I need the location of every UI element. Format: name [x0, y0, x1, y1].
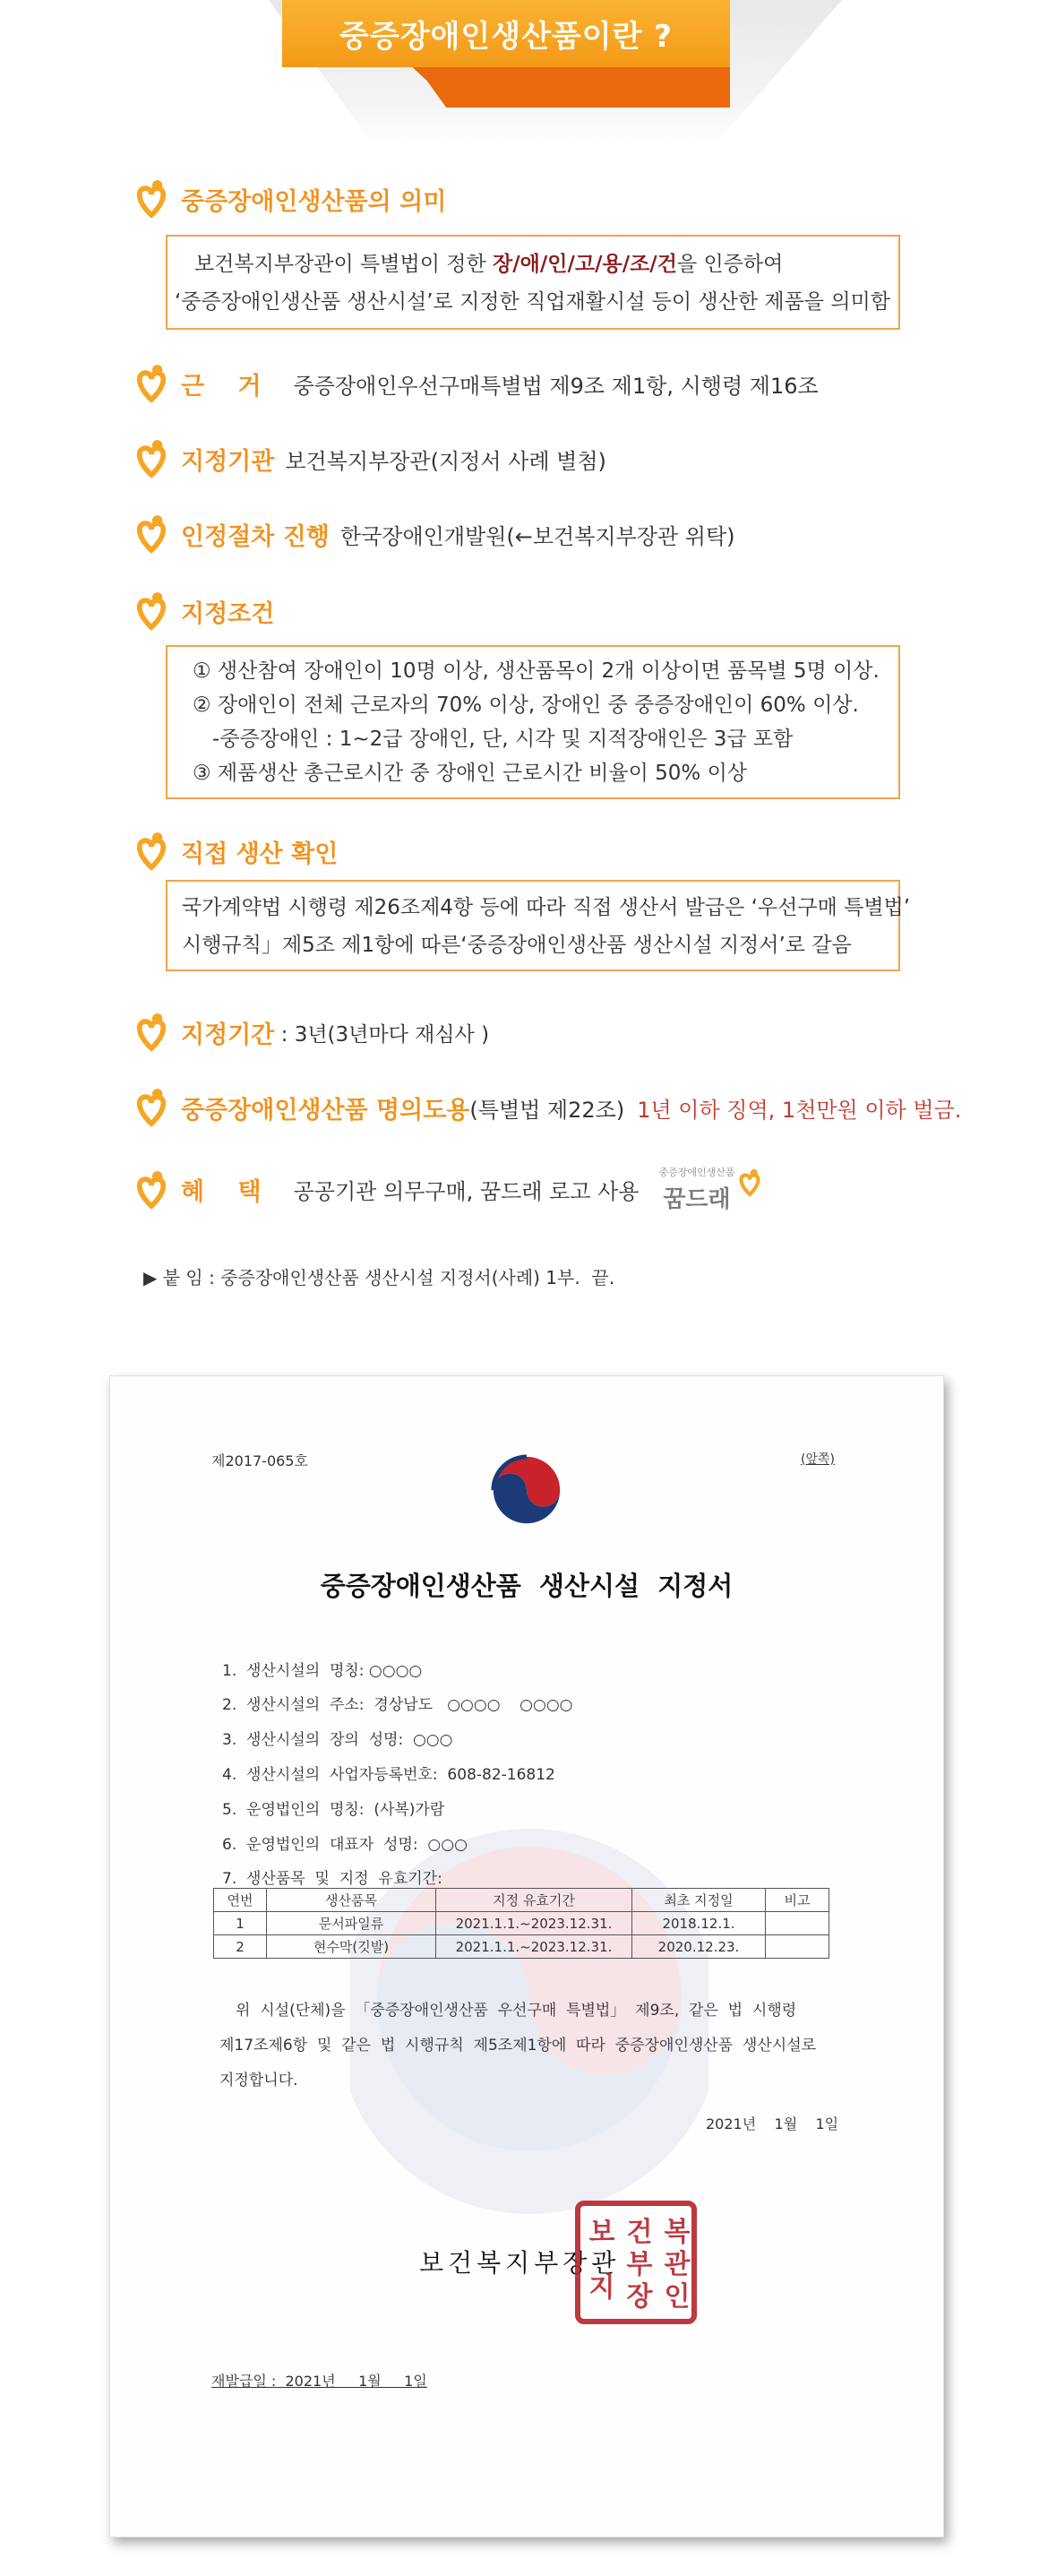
conditions-box [166, 645, 900, 799]
table-cell: 문서파일류 [267, 1912, 436, 1935]
section-basis [134, 362, 819, 405]
section-misuse [134, 1086, 961, 1129]
kkumdeurae-logo [658, 1165, 761, 1214]
section-direct-heading [134, 830, 338, 873]
table-cell [766, 1912, 829, 1935]
copy-label: (앞쪽) [801, 1452, 835, 1467]
reissue-date: 재발급일 : 2021년 1월 1일 [211, 2373, 427, 2390]
table-header: 지정 유효기간 [436, 1889, 632, 1912]
table-row [214, 1935, 829, 1959]
section-benefit [134, 1165, 762, 1214]
certificate-document [109, 1375, 944, 2537]
heart-person-icon [134, 830, 168, 873]
certificate-item: 4. 생산시설의 사업자등록번호: 608-82-16812 [222, 1766, 555, 1784]
section-procedure [134, 513, 735, 556]
table-cell: 2021.1.1.~2023.12.31. [436, 1912, 632, 1935]
table-cell: 2020.12.23. [632, 1935, 766, 1959]
section-title: 중증장애인생산품 명의도용 [181, 1096, 470, 1124]
section-title: 지정기관 [181, 447, 275, 476]
direct-line: 시행규칙」제5조 제1항에 따른‘중증장애인생산품 생산시설 지정서’로 갈음 [182, 934, 852, 957]
heart-logo-icon [737, 1167, 762, 1198]
meaning-box [166, 235, 900, 330]
heart-person-icon [134, 437, 168, 480]
heart-person-icon [134, 590, 168, 633]
heart-person-icon [134, 513, 168, 556]
table-header: 비고 [766, 1889, 829, 1912]
basis-text: 중증장애인우선구매특별법 제9조 제1항, 시행령 제16조 [293, 373, 819, 399]
section-conditions-heading [134, 590, 274, 633]
certificate-item: 2. 생산시설의 주소: 경상남도 ○○○○ ○○○○ [222, 1696, 573, 1714]
table-header: 최초 지정일 [632, 1889, 766, 1912]
banner-ribbon [408, 63, 730, 108]
table-cell: 현수막(깃발) [267, 1935, 436, 1959]
section-title: 혜 택 [181, 1178, 274, 1206]
section-agency [134, 437, 606, 480]
period-text: : 3년(3년마다 재심사 ) [274, 1022, 490, 1047]
heart-person-icon [134, 1168, 168, 1211]
section-meaning-heading [134, 177, 446, 220]
meaning-emphasis: 장/애/인/고/용/조/건 [493, 253, 677, 276]
certificate-item: 5. 운영법인의 명칭: (사복)가람 [222, 1801, 445, 1819]
heart-person-icon [134, 1011, 168, 1054]
direct-line: 국가계약법 시행령 제26조제4항 등에 따라 직접 생산서 발급은 ‘우선구매 특별법’ [182, 896, 911, 919]
table-header: 연번 [214, 1889, 267, 1912]
direct-box [166, 880, 911, 971]
certificate-title: 중증장애인생산품 생산시설 지정서 [320, 1571, 734, 1601]
certificate-body: 제17조제6항 및 같은 법 시행규칙 제5조제1항에 따라 중증장애인생산품 생산시설로 [219, 2037, 817, 2055]
official-seal: 보 건 복 지 부 장 관 인 [575, 2201, 697, 2324]
certificate-item: 3. 생산시설의 장의 성명: ○○○ [222, 1731, 453, 1749]
table-row [214, 1912, 829, 1935]
table-cell [766, 1935, 829, 1959]
logo-caption: 중증장애인생산품 [658, 1167, 735, 1178]
table-cell: 2021.1.1.~2023.12.31. [436, 1935, 632, 1959]
misuse-law: (특별법 제22조) [469, 1097, 625, 1123]
meaning-text: 보건복지부장관이 특별법이 정한 [194, 253, 493, 276]
procedure-text: 한국장애인개발원(←보건복지부장관 위탁) [339, 523, 735, 549]
attachment-note: ▶ 붙 임 : 중증장애인생산품 생산시설 지정서(사례) 1부. 끝. [143, 1267, 615, 1288]
misuse-penalty: 1년 이하 징역, 1천만원 이하 벌금. [637, 1097, 962, 1123]
meaning-text: 을 인증하여 [676, 253, 784, 276]
certificate-item: 1. 생산시설의 명칭: ○○○○ [222, 1662, 423, 1680]
certificate-body: 지정합니다. [219, 2072, 298, 2089]
certificate-number: 제2017-065호 [211, 1452, 308, 1469]
section-title: 지정조건 [181, 599, 275, 628]
section-title: 근 거 [181, 372, 274, 401]
heart-person-icon [134, 177, 168, 220]
certificate-body: 위 시설(단체)을 「중증장애인생산품 우선구매 특별법」 제9조, 같은 법 시행령 [236, 2002, 797, 2020]
logo-wordmark: 꿈드래 [663, 1186, 731, 1213]
certificate-item: 7. 생산품목 및 지정 유효기간: [222, 1870, 442, 1888]
section-title: 직접 생산 확인 [181, 840, 339, 868]
meaning-line-2: ‘중증장애인생산품 생산시설’로 지정한 직업재활시설 등이 생산한 제품을 의미함 [175, 290, 890, 314]
table-header-row [214, 1889, 829, 1912]
condition-item: ③ 제품생산 총근로시간 중 장애인 근로시간 비율이 50% 이상 [193, 762, 748, 785]
section-title: 지정기간 [181, 1021, 275, 1049]
table-cell: 2018.12.1. [632, 1912, 766, 1935]
table-header: 생산품목 [267, 1889, 436, 1912]
table-cell: 1 [214, 1912, 267, 1935]
heart-person-icon [134, 362, 168, 405]
condition-subitem: -중증장애인 : 1~2급 장애인, 단, 시각 및 지적장애인은 3급 포함 [193, 728, 794, 751]
issuer-name: 보건복지부장관 [419, 2248, 621, 2278]
issue-date: 2021년 1월 1일 [706, 2115, 839, 2132]
section-title: 인정절차 진행 [181, 522, 330, 551]
section-title: 중증장애인생산품의 의미 [181, 187, 447, 216]
page-title: 중증장애인생산품이란 ? [282, 0, 730, 67]
agency-text: 보건복지부장관(지정서 사례 별첨) [285, 448, 606, 474]
condition-item: ① 생산참여 장애인이 10명 이상, 생산품목이 2개 이상이면 품목별 5명 이상. [193, 659, 880, 683]
benefit-text: 공공기관 의무구매, 꿈드래 로고 사용 [293, 1179, 640, 1204]
heart-person-icon [134, 1086, 168, 1129]
government-emblem-icon [483, 1453, 571, 1534]
product-table [213, 1888, 829, 1959]
condition-item: ② 장애인이 전체 근로자의 70% 이상, 장애인 중 중증장애인이 60% 이상. [193, 694, 859, 717]
certificate-item: 6. 운영법인의 대표자 성명: ○○○ [222, 1836, 468, 1854]
table-cell: 2 [214, 1935, 267, 1959]
section-period [134, 1011, 489, 1054]
